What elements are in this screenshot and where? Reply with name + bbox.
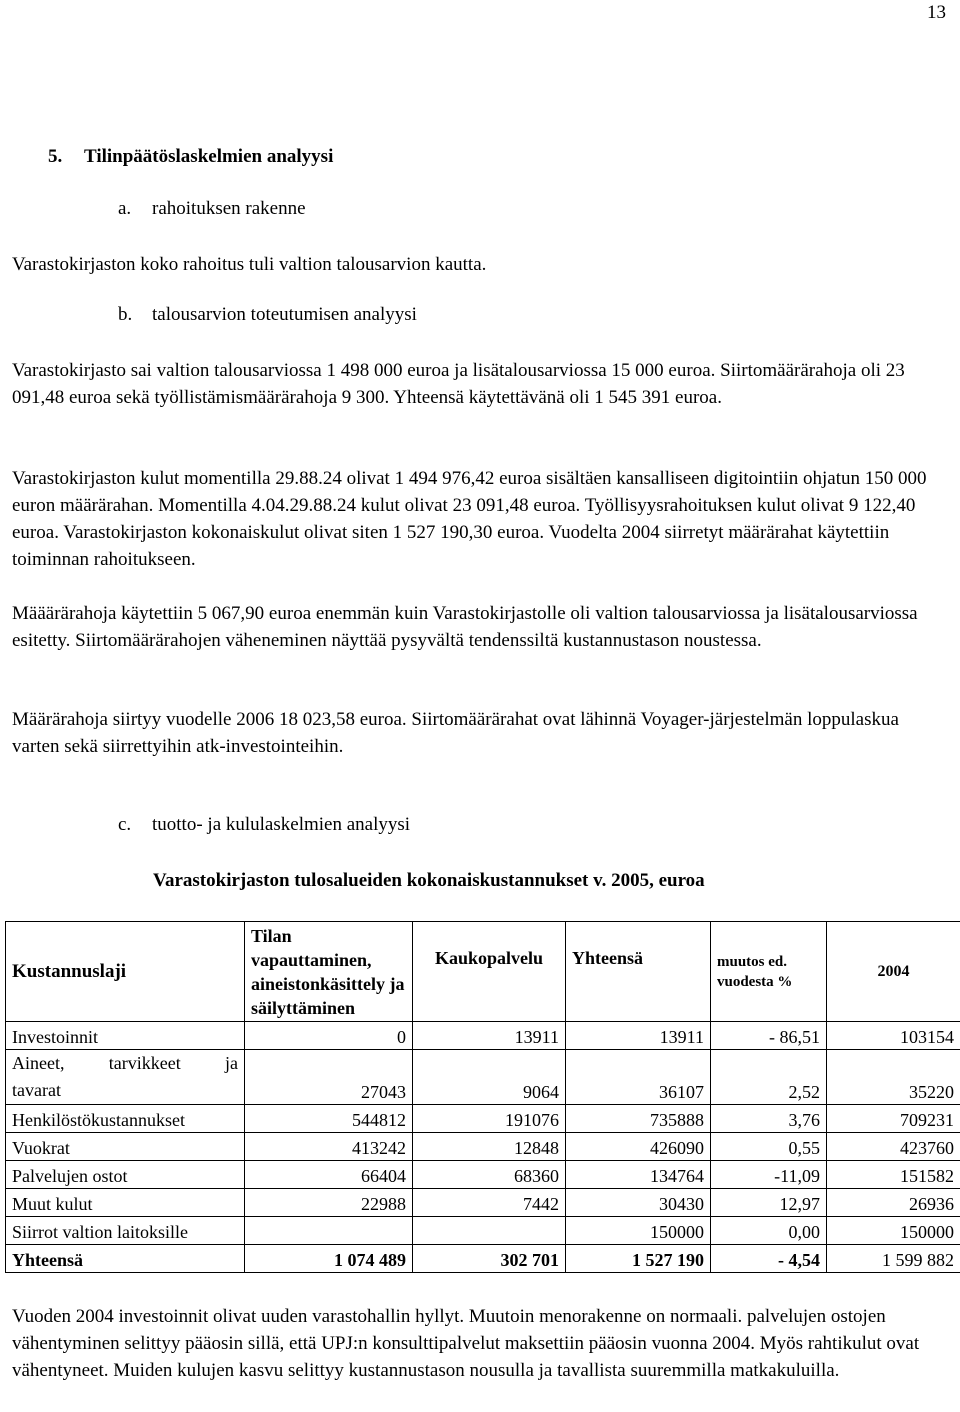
- subsection-b-letter: b.: [118, 304, 133, 325]
- row-label: Henkilöstökustannukset: [6, 1105, 245, 1133]
- cell-total: 735888: [566, 1105, 711, 1133]
- row-label: Palvelujen ostot: [6, 1161, 245, 1189]
- cell-2004: 35220: [827, 1050, 960, 1105]
- paragraph-carryover: Määrärahoja siirtyy vuodelle 2006 18 023,58 euroa. Siirtomäärärahat ovat lähinnä Voyager-järjestelmän loppulaskua varten sekä siirrettyihin atk-investointeihin.: [12, 709, 899, 757]
- section-title: Tilinpäätöslaskelmien analyysi: [84, 146, 334, 167]
- cell-storage: 1 074 489: [245, 1245, 413, 1273]
- row-label-part: Aineet,: [12, 1053, 65, 1073]
- paragraph-budget: Varastokirjasto sai valtion talousarviossa 1 498 000 euroa ja lisätalousarviossa 15 000 euroa. Siirtomäärärahoja oli 23 091,48 euroa sekä työllistämismäärärahoja 9 300. Yhteensä käytettävänä oli 1 545 391 euroa.: [12, 360, 905, 408]
- cell-2004: 1 599 882: [827, 1245, 960, 1273]
- cell-total: 30430: [566, 1189, 711, 1217]
- subsection-a-heading: [118, 198, 306, 220]
- row-label: Yhteensä: [6, 1245, 245, 1273]
- header-cost-type: Kustannuslaji: [6, 922, 245, 1022]
- cell-change: 2,52: [711, 1050, 827, 1105]
- table-total-row: [6, 1245, 960, 1273]
- cell-storage: 0: [245, 1022, 413, 1050]
- table-row: [6, 1161, 960, 1189]
- paragraph-funding: Varastokirjaston koko rahoitus tuli valtion talousarvion kautta.: [12, 254, 487, 275]
- cell-2004: 423760: [827, 1133, 960, 1161]
- row-label-part: ja: [224, 1053, 238, 1073]
- header-change: muutos ed. vuodesta %: [711, 922, 827, 1022]
- cell-storage: 413242: [245, 1133, 413, 1161]
- cell-change: - 86,51: [711, 1022, 827, 1050]
- cell-total: 1 527 190: [566, 1245, 711, 1273]
- subsection-a-title: rahoituksen rakenne: [152, 198, 306, 219]
- subsection-c-letter: c.: [118, 814, 132, 835]
- cell-total: 13911: [566, 1022, 711, 1050]
- cell-2004: 150000: [827, 1217, 960, 1245]
- table-row: [6, 1050, 960, 1105]
- cell-total: 426090: [566, 1133, 711, 1161]
- cell-interlibrary: 302 701: [413, 1245, 566, 1273]
- row-label: Investoinnit: [6, 1022, 245, 1050]
- subsection-c-heading: [118, 814, 410, 836]
- cell-interlibrary: 12848: [413, 1133, 566, 1161]
- table-title: Varastokirjaston tulosalueiden kokonaiskustannukset v. 2005, euroa: [153, 870, 705, 891]
- row-label: Muut kulut: [6, 1189, 245, 1217]
- section-heading: [48, 146, 333, 168]
- cell-2004: 709231: [827, 1105, 960, 1133]
- cell-storage: 27043: [245, 1050, 413, 1105]
- row-label: [6, 1050, 245, 1105]
- cell-change: -11,09: [711, 1161, 827, 1189]
- header-interlibrary: Kaukopalvelu: [413, 922, 566, 1022]
- table-header-row: [6, 922, 960, 1022]
- table-row: [6, 1189, 960, 1217]
- header-storage: Tilan vapauttaminen, aineistonkäsittely ja säilyttäminen: [245, 922, 413, 1022]
- page-number: 13: [927, 2, 946, 23]
- cell-2004: 103154: [827, 1022, 960, 1050]
- table-row: [6, 1217, 960, 1245]
- header-2004: 2004: [827, 922, 960, 1022]
- row-label-part: tarvikkeet: [108, 1053, 181, 1073]
- cell-change: - 4,54: [711, 1245, 827, 1273]
- cell-total: 134764: [566, 1161, 711, 1189]
- cell-interlibrary: 9064: [413, 1050, 566, 1105]
- table-row: [6, 1133, 960, 1161]
- cell-2004: 26936: [827, 1189, 960, 1217]
- row-label: Vuokrat: [6, 1133, 245, 1161]
- subsection-a-letter: a.: [118, 198, 132, 219]
- cell-change: 3,76: [711, 1105, 827, 1133]
- cell-change: 0,00: [711, 1217, 827, 1245]
- cell-change: 12,97: [711, 1189, 827, 1217]
- paragraph-appropriations: Määärärahoja käytettiin 5 067,90 euroa enemmän kuin Varastokirjastolle oli valtion talousarviossa ja lisätalousarviossa esitetty. Siirtomäärärahojen väheneminen näyttää pysyvältä tendenssiltä kustannustason noustessa.: [12, 603, 918, 651]
- row-label: Siirrot valtion laitoksille: [6, 1217, 245, 1245]
- cell-storage: 22988: [245, 1189, 413, 1217]
- cell-interlibrary: 13911: [413, 1022, 566, 1050]
- cell-storage: [245, 1217, 413, 1245]
- cell-interlibrary: 68360: [413, 1161, 566, 1189]
- paragraph-costs: Varastokirjaston kulut momentilla 29.88.24 olivat 1 494 976,42 euroa sisältäen kansalliseen digitointiin ohjatun 150 000 euron määrärahan. Momentilla 4.04.29.88.24 kulut olivat 23 091,48 euroa. Työllisyysrahoituksen kulut olivat 9 122,40 euroa. Varastokirjaston kokonaiskulut olivat siten 1 527 190,30 euroa. Vuodelta 2004 siirretyt määrärahat käytettiin toiminnan rahoitukseen.: [12, 468, 927, 570]
- paragraph-notes: Vuoden 2004 investoinnit olivat uuden varastohallin hyllyt. Muutoin menorakenne on normaali. palvelujen ostojen vähentyminen selittyy pääosin sillä, että UPJ:n konsulttipalvelut maksettiin pääosin vuonna 2004. Myös rahtikulut ovat vähentyneet. Muiden kulujen kasvu selittyy kustannustason nousulla ja tavallista suuremmilla matkakuluilla.: [12, 1306, 920, 1381]
- cell-total: 150000: [566, 1217, 711, 1245]
- cost-table: [5, 921, 960, 1273]
- cell-storage: 66404: [245, 1161, 413, 1189]
- cell-interlibrary: 191076: [413, 1105, 566, 1133]
- cell-total: 36107: [566, 1050, 711, 1105]
- cell-storage: 544812: [245, 1105, 413, 1133]
- cell-change: 0,55: [711, 1133, 827, 1161]
- subsection-b-title: talousarvion toteutumisen analyysi: [152, 304, 417, 325]
- row-label-part: tavarat: [12, 1080, 61, 1100]
- subsection-b-heading: [118, 304, 417, 326]
- subsection-c-title: tuotto- ja kululaskelmien analyysi: [152, 814, 411, 835]
- table-row: [6, 1022, 960, 1050]
- table-row: [6, 1105, 960, 1133]
- header-total: Yhteensä: [566, 922, 711, 1022]
- section-number: 5.: [48, 146, 63, 167]
- cell-interlibrary: [413, 1217, 566, 1245]
- cell-2004: 151582: [827, 1161, 960, 1189]
- cell-interlibrary: 7442: [413, 1189, 566, 1217]
